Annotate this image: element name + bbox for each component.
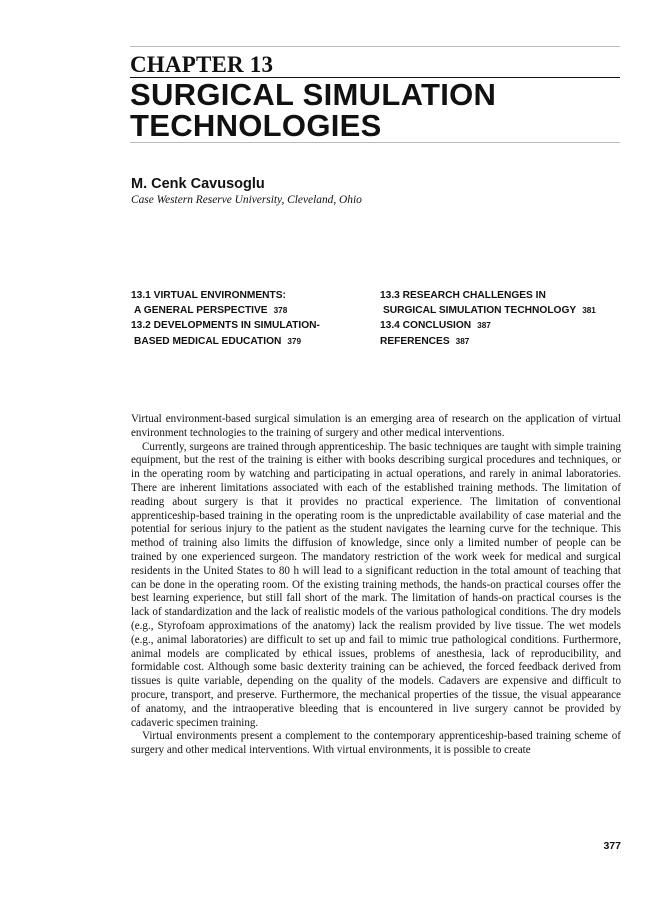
toc-right-column [380, 288, 596, 349]
toc-entry[interactable] [131, 318, 320, 348]
toc-entry-heading-cont: A GENERAL PERSPECTIVE 378 [134, 305, 288, 317]
chapter-title [130, 79, 620, 141]
toc-entry[interactable] [380, 288, 596, 318]
toc-entry-heading-cont: BASED MEDICAL EDUCATION 379 [134, 335, 302, 347]
toc-entry[interactable] [380, 318, 596, 333]
toc-entry-heading: 13.2 DEVELOPMENTS IN SIMULATION- [131, 320, 320, 332]
body-paragraph: Virtual environment-based surgical simulation is an emerging area of research on the application of virtual environment technologies to the training of surgery and other medical interventions. [131, 413, 621, 439]
toc-entry-heading: 13.4 CONCLUSION 387 [380, 320, 491, 332]
body-paragraph: Currently, surgeons are trained through apprenticeship. The basic techniques are taught with simple training equipment, but the rest of the training is either with books describing surgical procedures and techniques, or in the operating room by watching and participating in actual operations, and rarely in animal laboratories. There are inherent limitations associated with each of the established training methods. The limitation of reading about surgery is that it provides no practical experience. The limitation of conventional apprenticeship-based training in the operating room is the unpredictable availability of case material and the potential for serious injury to the patient as the student navigates the learning curve for the technique. This method of training also limits the diffusion of knowledge, since only a limited number of people can be trained by one experienced surgeon. The mandatory restriction of the work week for medical and surgical residents in the United States to 80 h will lead to a significant reduction in the total amount of teaching that can be done in the operating room. Of the existing training methods, the hands-on practical courses offer the best learning experience, but still fall short of the mark. The limitation of hands-on practical courses is the lack of standardization and the lack of realistic models of the various pathological conditions. The dry models (e.g., Styrofoam approximations of the anatomy) lack the realism provided by live tissue. The wet models (e.g., animal laboratories) are difficult to set up and fail to mimic true pathological conditions. Furthermore, animal models are complicated by ethical issues, problems of anesthesia, lack of reproducibility, and formidable cost. Although some basic dexterity training can be achieved, the forced feedback derived from tissues is quite variable, depending on the quality of the models. Cadavers are expensive and difficult to procure, transport, and preserve. Furthermore, the mechanical properties of the tissue, the visual appearance of anatomy, and the intraoperative bleeding that is encountered in live surgery cannot be provided by cadaveric specimen training. [131, 440, 621, 729]
title-rule [130, 142, 620, 143]
toc-entry-heading-cont: SURGICAL SIMULATION TECHNOLOGY 381 [383, 305, 596, 317]
chapter-title-line-1: SURGICAL SIMULATION [130, 77, 497, 112]
toc-entry-heading: 13.1 VIRTUAL ENVIRONMENTS: [131, 290, 286, 301]
toc-page-number: 378 [273, 306, 288, 316]
toc-page-number: 387 [455, 336, 470, 346]
chapter-label: CHAPTER 13 [130, 52, 274, 77]
toc-left-column [131, 288, 320, 349]
page-number: 377 [603, 840, 621, 852]
toc-entry-heading: REFERENCES 387 [380, 335, 470, 347]
chapter-title-line-2: TECHNOLOGIES [130, 108, 382, 143]
toc-entry-heading: 13.3 RESEARCH CHALLENGES IN [380, 290, 546, 301]
top-rule [130, 46, 620, 47]
toc-page-number: 387 [477, 321, 491, 331]
author-affiliation: Case Western Reserve University, Cleveland, Ohio [131, 194, 362, 206]
body-text [131, 413, 621, 758]
toc-page-number: 381 [582, 306, 596, 316]
author-name: M. Cenk Cavusoglu [131, 176, 265, 192]
body-paragraph: Virtual environments present a complement to the contemporary apprenticeship-based training scheme of surgery and other medical interventions. With virtual environments, it is possible to create [131, 730, 621, 757]
toc-page-number: 379 [287, 336, 302, 346]
toc-entry[interactable] [380, 334, 596, 349]
toc-entry[interactable] [131, 288, 320, 318]
